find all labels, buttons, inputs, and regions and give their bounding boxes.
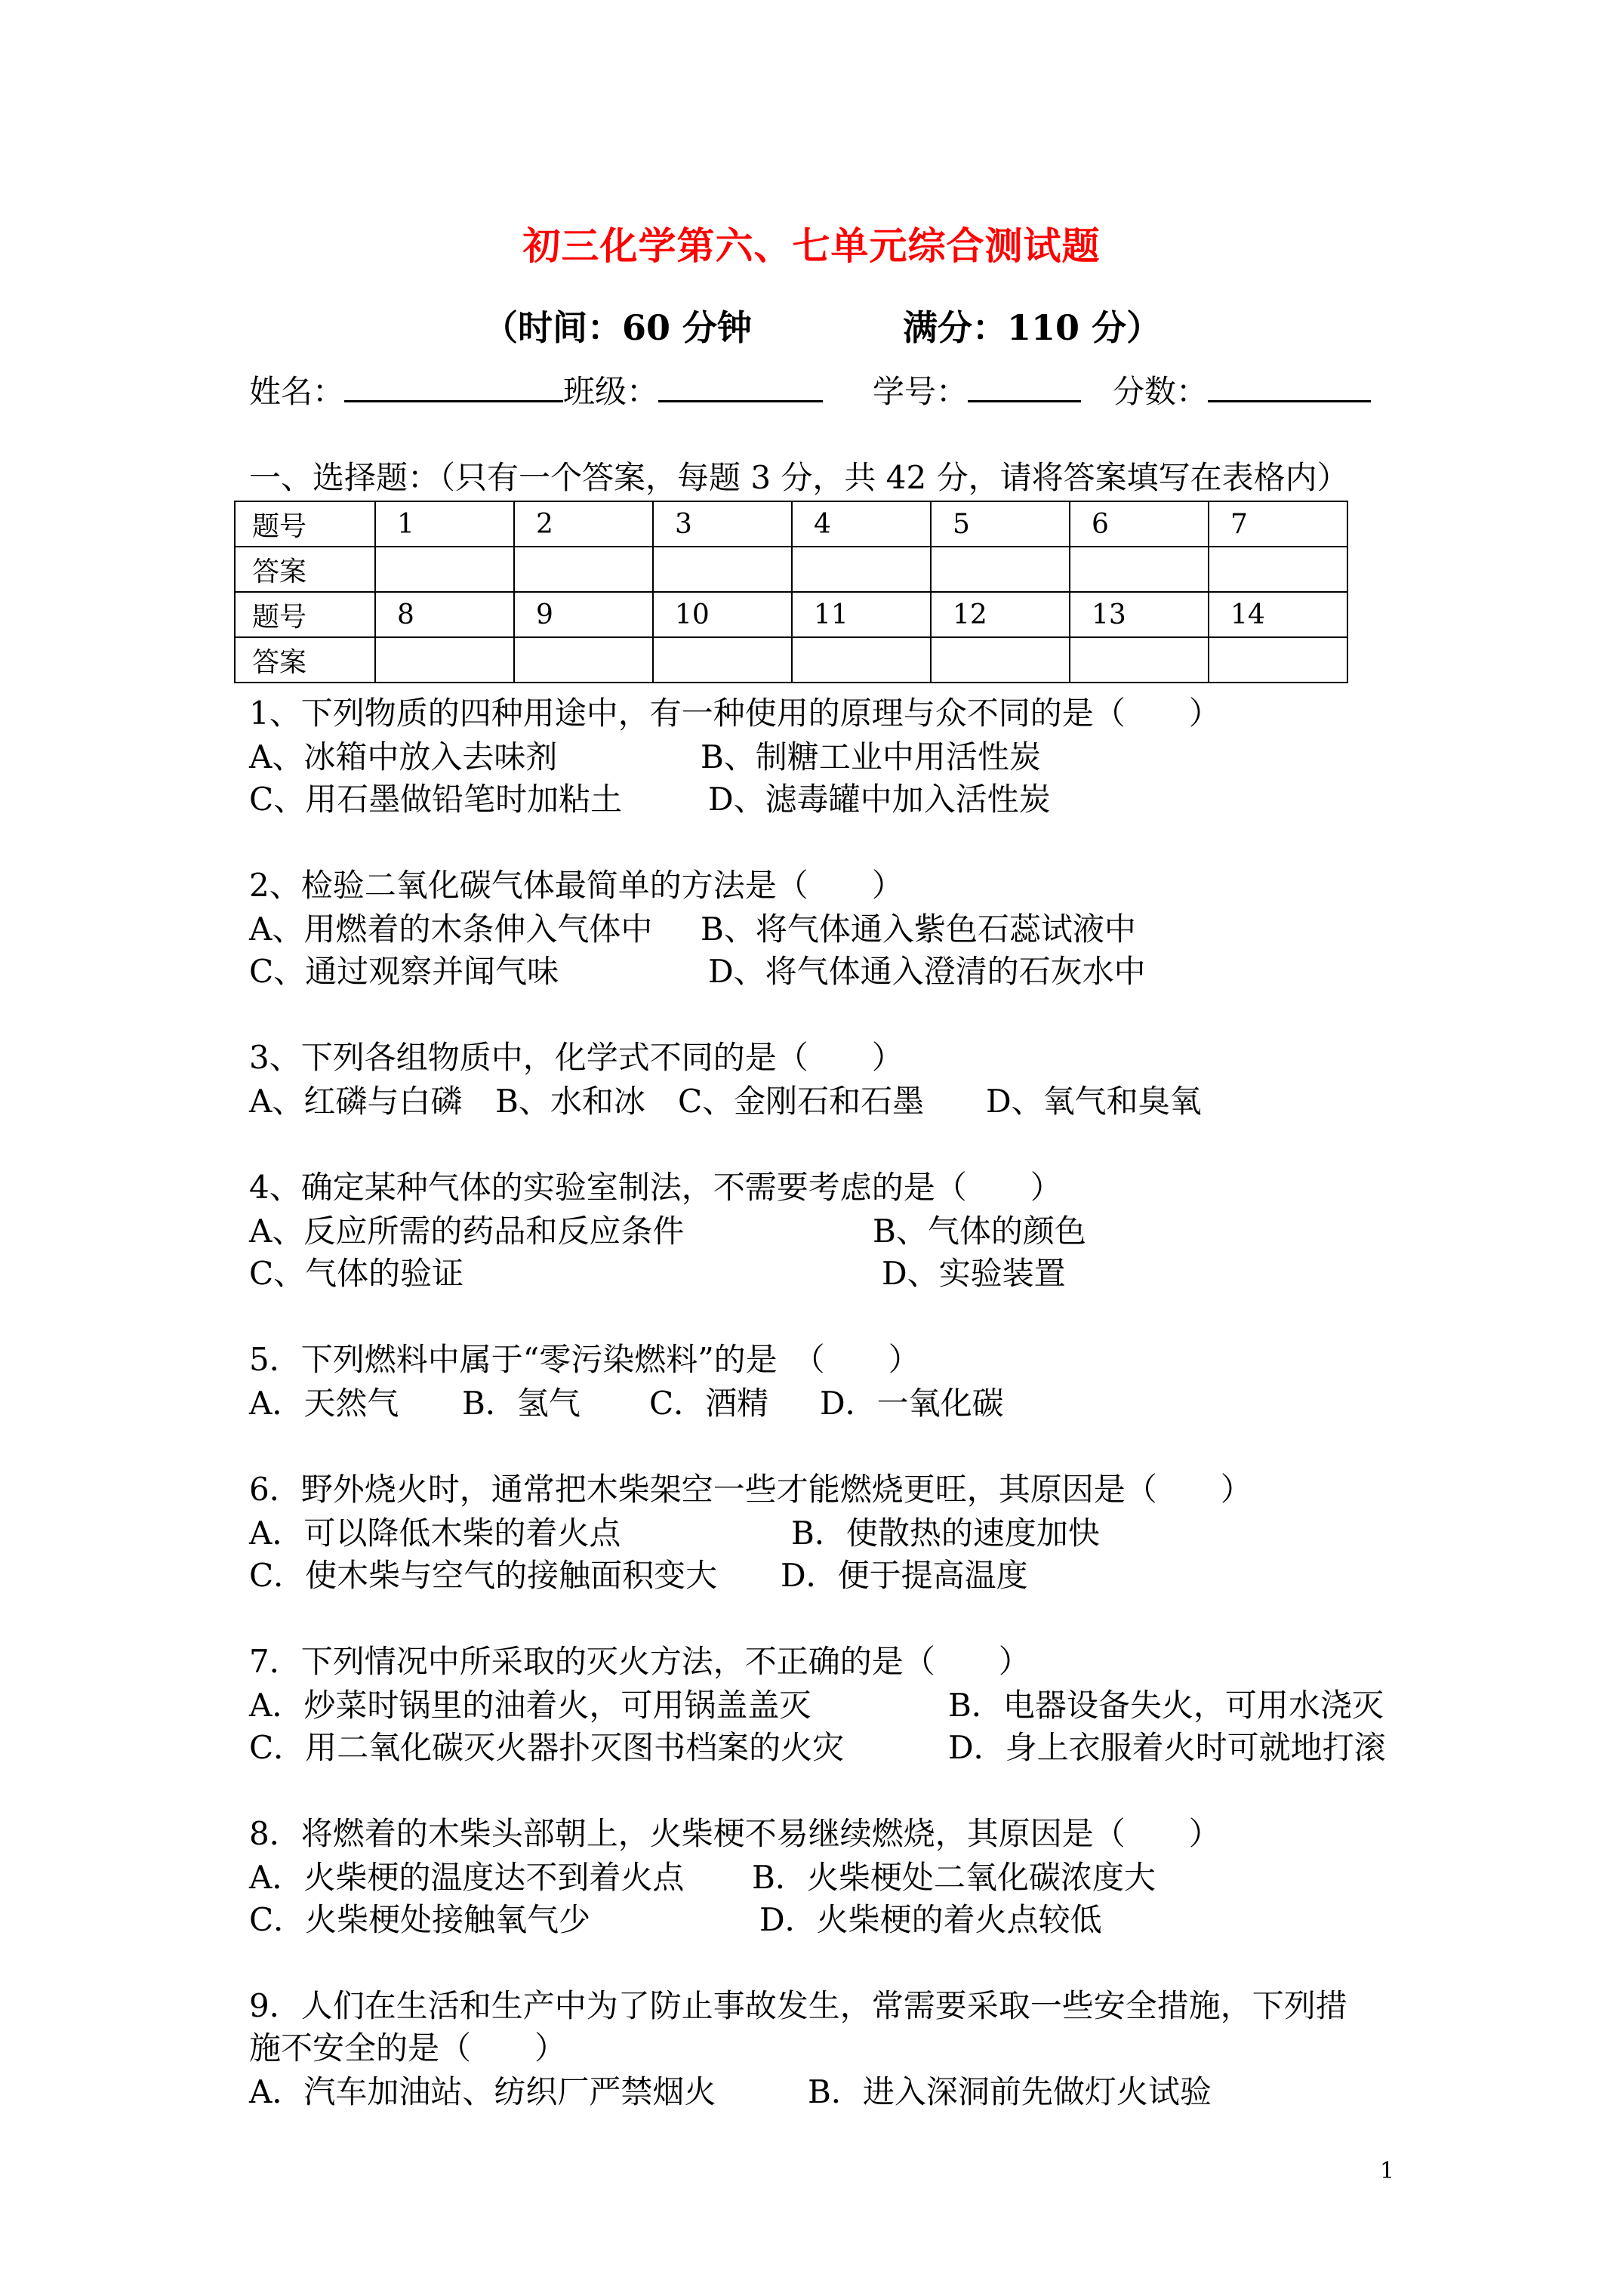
student-id-field[interactable] — [968, 373, 1081, 402]
answer-table — [234, 501, 1348, 683]
answer-cell[interactable] — [792, 547, 931, 592]
option-d: D．便于提高温度 — [781, 1557, 1028, 1594]
answer-cell[interactable] — [514, 637, 653, 683]
option-c: C、用石墨做铅笔时加粘土 — [249, 781, 623, 818]
question-stem: 9．人们在生活和生产中为了防止事故发生，常需要采取一些安全措施，下列措 — [249, 1987, 1347, 2024]
option-a: A．天然气 — [249, 1385, 399, 1422]
table-cell: 9 — [514, 592, 653, 637]
full-score: 满分：110 分） — [903, 307, 1162, 348]
answer-cell[interactable] — [514, 547, 653, 592]
table-cell: 12 — [931, 592, 1070, 637]
answer-cell[interactable] — [931, 637, 1070, 683]
time-limit: （时间：60 分钟 — [483, 307, 753, 348]
option-d: D、氧气和臭氧 — [986, 1083, 1202, 1120]
class-field[interactable] — [658, 373, 823, 402]
answer-cell[interactable] — [1209, 637, 1347, 683]
name-field[interactable] — [344, 373, 563, 402]
table-cell: 题号 — [235, 592, 375, 637]
option-d: D、将气体通入澄清的石灰水中 — [708, 953, 1146, 990]
option-d: D、实验装置 — [882, 1255, 1066, 1292]
exam-subtitle — [483, 300, 1161, 350]
table-cell: 6 — [1070, 501, 1209, 547]
answer-cell[interactable] — [792, 637, 931, 683]
table-cell: 题号 — [235, 501, 375, 547]
score-label: 分数： — [1113, 373, 1209, 410]
section-heading: 一、选择题：（只有一个答案，每题 3 分，共 42 分，请将答案填写在表格内） — [249, 459, 1349, 496]
question-stem: 3、下列各组物质中，化学式不同的是（ ） — [249, 1039, 904, 1076]
option-a: A、红磷与白磷 — [249, 1083, 463, 1120]
option-c: C．用二氧化碳灭火器扑灭图书档案的火灾 — [249, 1729, 845, 1766]
option-b: B、制糖工业中用活性炭 — [701, 738, 1041, 775]
option-a: A．可以降低木柴的着火点 — [249, 1515, 621, 1552]
page-number: 1 — [1380, 2158, 1395, 2184]
option-b: B．使散热的速度加快 — [791, 1515, 1100, 1552]
class-label: 班级： — [563, 373, 659, 410]
option-a: A、冰箱中放入去味剂 — [249, 738, 558, 775]
answer-cell[interactable] — [931, 547, 1070, 592]
answer-cell[interactable] — [1070, 637, 1209, 683]
answer-cell[interactable] — [653, 637, 792, 683]
answer-cell[interactable] — [1070, 547, 1209, 592]
page-title: 初三化学第六、七单元综合测试题 — [522, 223, 1101, 268]
name-label: 姓名： — [249, 373, 345, 410]
table-row — [235, 547, 1347, 592]
score-field[interactable] — [1208, 373, 1371, 402]
question-stem: 7．下列情况中所采取的灭火方法，不正确的是（ ） — [249, 1643, 1030, 1680]
table-cell: 1 — [375, 501, 514, 547]
option-b: B、将气体通入紫色石蕊试液中 — [701, 911, 1136, 948]
option-b: B．火柴梗处二氧化碳浓度大 — [752, 1859, 1156, 1896]
table-row — [235, 501, 1347, 547]
option-b: B．氢气 — [462, 1385, 581, 1422]
question-stem: 6．野外烧火时，通常把木柴架空一些才能燃烧更旺，其原因是（ ） — [249, 1471, 1252, 1508]
table-cell: 11 — [792, 592, 931, 637]
question-stem: 8．将燃着的木柴头部朝上，火柴梗不易继续燃烧，其原因是（ ） — [249, 1815, 1221, 1852]
option-d: D、滤毒罐中加入活性炭 — [708, 781, 1051, 818]
option-b: B、气体的颜色 — [873, 1213, 1086, 1250]
answer-cell[interactable] — [653, 547, 792, 592]
table-cell: 答案 — [235, 547, 375, 592]
table-cell: 2 — [514, 501, 653, 547]
question-stem-continued: 施不安全的是（ ） — [249, 2029, 567, 2066]
table-row — [235, 637, 1347, 683]
option-a: A．炒菜时锅里的油着火，可用锅盖盖灭 — [249, 1687, 812, 1724]
table-cell: 答案 — [235, 637, 375, 683]
table-row — [235, 592, 1347, 637]
option-b: B、水和冰 — [495, 1083, 645, 1120]
option-c: C、金刚石和石墨 — [678, 1083, 925, 1120]
table-cell: 8 — [375, 592, 514, 637]
option-c: C．火柴梗处接触氧气少 — [249, 1901, 591, 1938]
option-a: A．汽车加油站、纺织厂严禁烟火 — [249, 2073, 716, 2110]
table-cell: 3 — [653, 501, 792, 547]
option-a: A、用燃着的木条伸入气体中 — [249, 911, 653, 948]
table-cell: 13 — [1070, 592, 1209, 637]
question-stem: 2、检验二氧化碳气体最简单的方法是（ ） — [249, 867, 904, 904]
option-d: D．身上衣服着火时可就地打滚 — [948, 1729, 1386, 1766]
option-d: D．火柴梗的着火点较低 — [759, 1901, 1102, 1938]
option-a: A．火柴梗的温度达不到着火点 — [249, 1859, 685, 1896]
option-c: C．酒精 — [649, 1385, 769, 1422]
option-c: C、气体的验证 — [249, 1255, 464, 1292]
question-stem: 5．下列燃料中属于“零污染燃料”的是 （ ） — [249, 1341, 920, 1378]
option-c: C、通过观察并闻气味 — [249, 953, 559, 990]
student-info — [249, 367, 1371, 412]
option-b: B．电器设备失火，可用水浇灭 — [948, 1687, 1384, 1724]
table-cell: 7 — [1209, 501, 1347, 547]
table-cell: 4 — [792, 501, 931, 547]
answer-cell[interactable] — [375, 547, 514, 592]
table-cell: 10 — [653, 592, 792, 637]
option-b: B．进入深洞前先做灯火试验 — [808, 2073, 1212, 2110]
answer-cell[interactable] — [1209, 547, 1347, 592]
option-d: D．一氧化碳 — [820, 1385, 1004, 1422]
table-cell: 5 — [931, 501, 1070, 547]
answer-cell[interactable] — [375, 637, 514, 683]
question-stem: 4、确定某种气体的实验室制法，不需要考虑的是（ ） — [249, 1169, 1062, 1206]
option-a: A、反应所需的药品和反应条件 — [249, 1213, 685, 1250]
table-cell: 14 — [1209, 592, 1347, 637]
student-id-label: 学号： — [873, 373, 969, 410]
question-stem: 1、下列物质的四种用途中，有一种使用的原理与众不同的是（ ） — [249, 695, 1221, 732]
option-c: C．使木柴与空气的接触面积变大 — [249, 1557, 718, 1594]
